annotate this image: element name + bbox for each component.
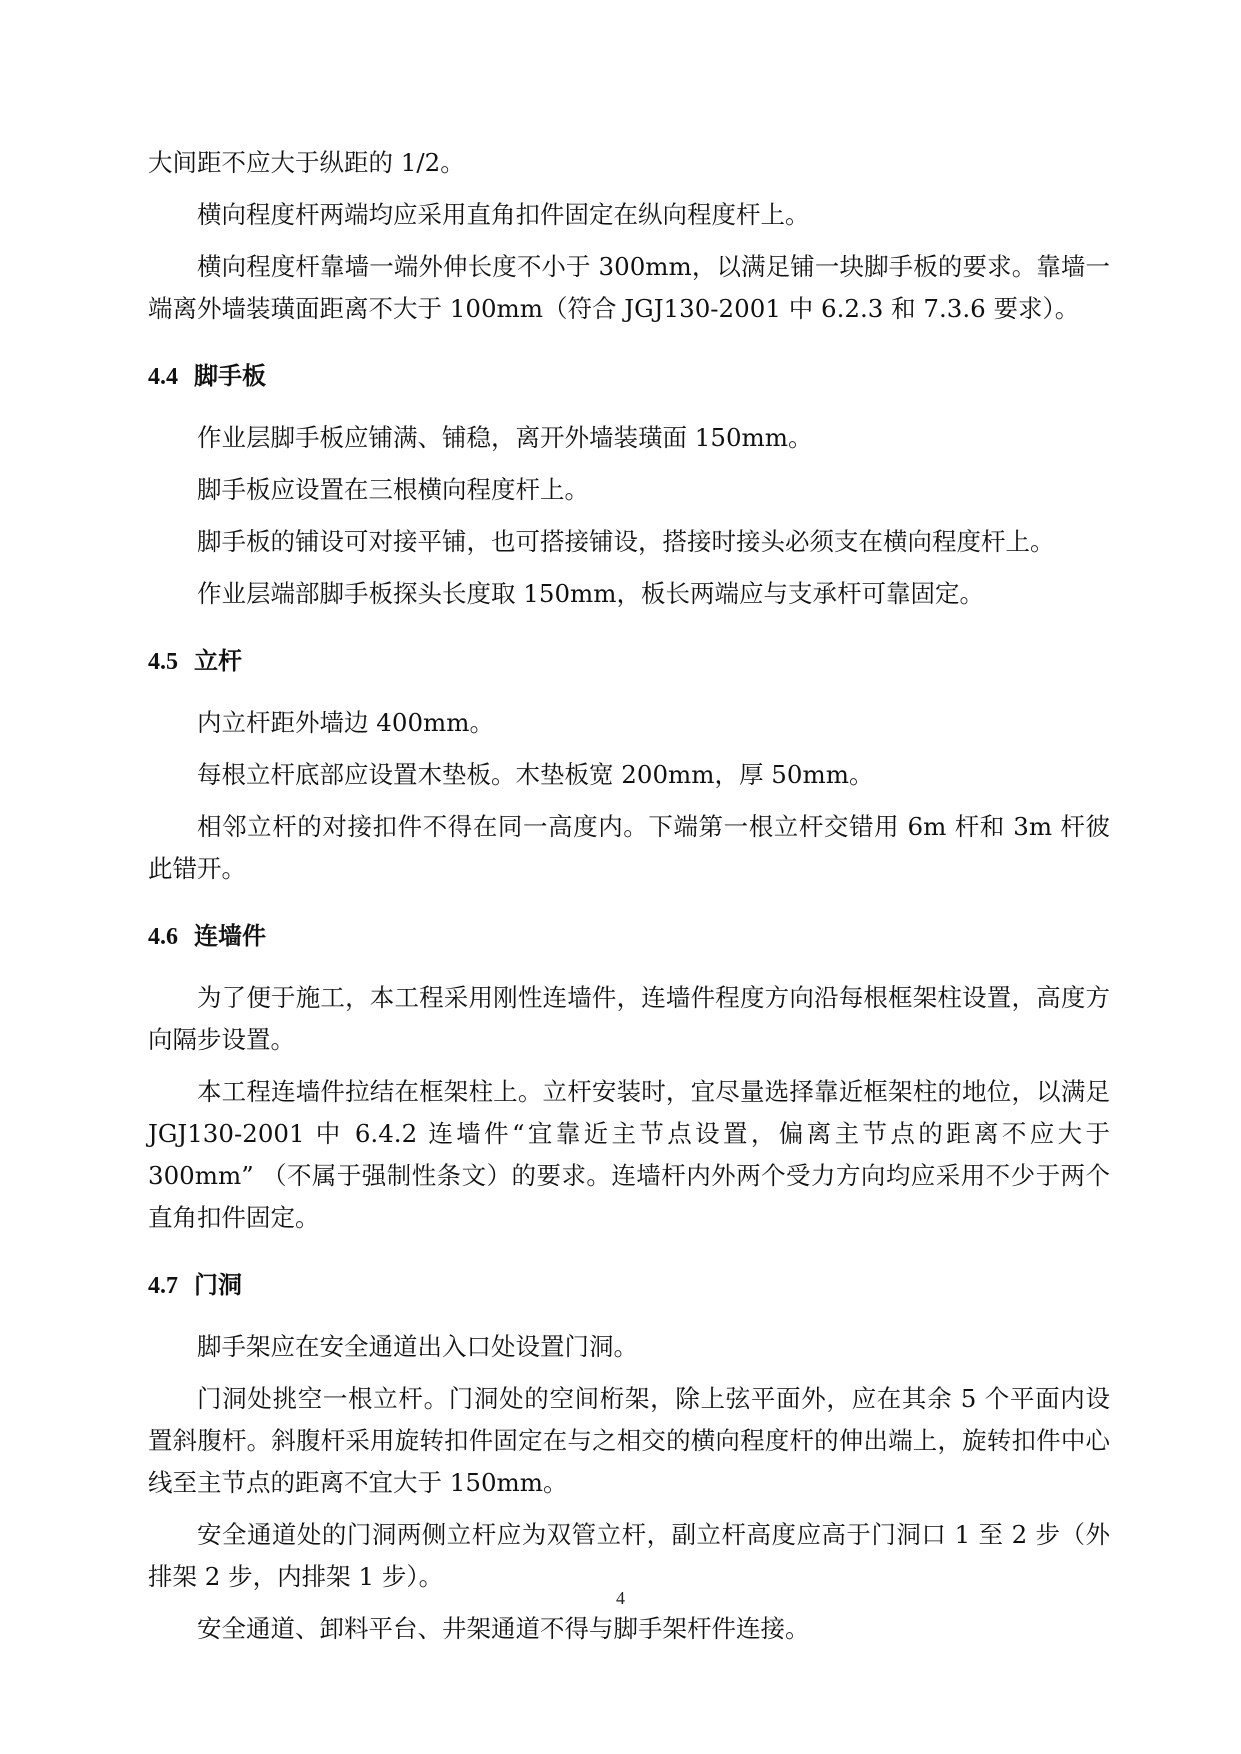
page-number: 4 — [616, 1588, 625, 1608]
section-number: 4.4 — [148, 364, 178, 390]
paragraph: 门洞处挑空一根立杆。门洞处的空间桁架，除上弦平面外，应在其余 5 个平面内设置斜腹杆。斜腹杆采用旋转扣件固定在与之相交的横向程度杆的伸出端上，旋转扣件中心线至主节点的距离不宜大于 150mm。 — [148, 1384, 1110, 1497]
paragraph: 作业层脚手板应铺满、铺稳，离开外墙装璜面 150mm。 — [197, 423, 813, 452]
paragraph: 安全通道、卸料平台、井架通道不得与脚手架杆件连接。 — [197, 1614, 810, 1643]
paragraph: 安全通道处的门洞两侧立杆应为双管立杆，副立杆高度应高于门洞口 1 至 2 步（外排架 2 步，内排架 1 步）。 — [148, 1520, 1110, 1591]
paragraph: 为了便于施工，本工程采用刚性连墙件，连墙件程度方向沿每根框架柱设置，高度方向隔步设置。 — [148, 983, 1110, 1054]
paragraph: 内立杆距外墙边 400mm。 — [197, 708, 495, 737]
paragraph: 横向程度杆两端均应采用直角扣件固定在纵向程度杆上。 — [197, 200, 810, 229]
section-number: 4.5 — [148, 649, 178, 675]
section-title: 脚手板 — [194, 362, 266, 390]
section-heading-4-6 — [148, 918, 1110, 955]
section-heading-4-7 — [148, 1267, 1110, 1304]
page-content — [148, 142, 1110, 1660]
section-title: 门洞 — [194, 1271, 242, 1299]
section-title: 立杆 — [194, 647, 242, 675]
paragraph: 脚手架应在安全通道出入口处设置门洞。 — [197, 1332, 638, 1361]
section-number: 4.7 — [148, 1273, 178, 1299]
paragraph: 每根立杆底部应设置木垫板。木垫板宽 200mm，厚 50mm。 — [197, 760, 874, 789]
paragraph: 本工程连墙件拉结在框架柱上。立杆安装时，宜尽量选择靠近框架柱的地位，以满足 JGJ130-2001 中 6.4.2 连墙件“宜靠近主节点设置，偏离主节点的距离不应大于 300mm” （不属于强制性条文）的要求。连墙杆内外两个受力方向均应采用不少于两个直角扣件固定。 — [148, 1077, 1110, 1232]
paragraph: 作业层端部脚手板探头长度取 150mm，板长两端应与支承杆可靠固定。 — [197, 579, 985, 608]
paragraph: 脚手板应设置在三根横向程度杆上。 — [197, 475, 589, 504]
paragraph: 相邻立杆的对接扣件不得在同一高度内。下端第一根立杆交错用 6m 杆和 3m 杆彼此错开。 — [148, 812, 1110, 883]
paragraph: 脚手板的铺设可对接平铺，也可搭接铺设，搭接时接头必须支在横向程度杆上。 — [197, 527, 1055, 556]
section-heading-4-4 — [148, 358, 1110, 395]
paragraph: 横向程度杆靠墙一端外伸长度不小于 300mm，以满足铺一块脚手板的要求。靠墙一端离外墙装璜面距离不大于 100mm（符合 JGJ130-2001 中 6.2.3 和 7.3.6 要求）。 — [148, 252, 1110, 323]
section-title: 连墙件 — [194, 922, 266, 950]
paragraph: 大间距不应大于纵距的 1/2。 — [148, 148, 465, 177]
section-number: 4.6 — [148, 924, 178, 950]
section-heading-4-5 — [148, 643, 1110, 680]
